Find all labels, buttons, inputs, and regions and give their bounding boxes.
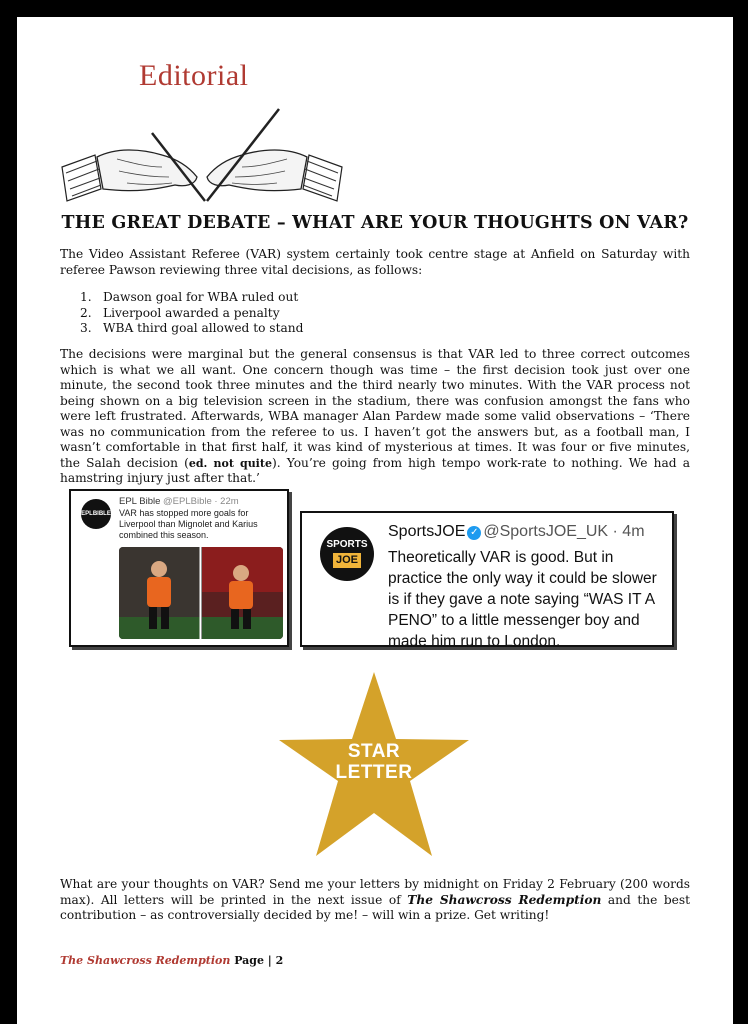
tweet-header: EPL Bible @EPLBible · 22m: [119, 496, 239, 507]
decisions-list: [80, 290, 303, 337]
goalkeeper-photo: [119, 547, 283, 639]
body-paragraph: The decisions were marginal but the general consensus is that VAR led to three correct outcomes which is what we all want. One concern though was time – the first decision took just over one minute, the second took three minutes and the third nearly two minutes. With the VAR process not being shown on a big television screen in the stadium, there was confusion amongst the fans who were left frustrated. Afterwards, WBA manager Alan Pardew made some valid observations – ‘There was no communication from the referee to us. I haven’t got the answers but, as a football man, I wasn’t comfortable in that first half, it was kind of mysterious at times. It was four or five minutes, the Salah decision (ed. not quite). You’re going from high tempo work-rate to nothing. We had a hamstring injury just after that.’: [60, 347, 690, 485]
headline: THE GREAT DEBATE – WHAT ARE YOUR THOUGHTS ON VAR?: [61, 213, 689, 233]
publication-name: The Shawcross Redemption: [407, 892, 602, 907]
closing-paragraph: What are your thoughts on VAR? Send me your letters by midnight on Friday 2 February (200 words max). All letters will be printed in the next issue of The Shawcross Redemption and the best contribution – as controversially decided by me! – will win a prize. Get writing!: [60, 877, 690, 922]
verified-badge-icon: ✓: [467, 526, 481, 540]
tweet-header: SportsJOE ✓ @SportsJOE_UK · 4m: [388, 523, 645, 540]
sportsjoe-logo: SPORTS JOE: [320, 527, 374, 581]
editor-note: ed. not quite: [188, 456, 272, 470]
avatar: EPLBIBLE: [81, 499, 111, 529]
tweet-text: VAR has stopped more goals for Liverpool than Mignolet and Karius combined this season.: [119, 508, 258, 540]
list-item: 2. Liverpool awarded a penalty: [80, 305, 280, 320]
tweet-epl-bible: [69, 489, 289, 647]
intro-paragraph: The Video Assistant Referee (VAR) system certainly took centre stage at Anfield on Saturday with referee Pawson reviewing three vital decisions, as follows:: [60, 247, 690, 277]
masthead-title: Editorial: [139, 59, 249, 92]
page: [17, 17, 733, 1024]
tweet-sportsjoe: [300, 511, 674, 650]
star-letter-label: STAR LETTER: [335, 741, 413, 783]
page-footer: The Shawcross Redemption Page | 2: [60, 954, 284, 967]
editorial-masthead: [57, 57, 347, 207]
list-item: 1. Dawson goal for WBA ruled out: [80, 290, 299, 304]
tweet-text: Theoretically VAR is good. But in practice the only way it could be slower is if they gave a note saying “WAS IT A PENO” to a little messenger boy and made him run to London.: [388, 549, 657, 650]
list-item: 3. WBA third goal allowed to stand: [80, 321, 304, 335]
writing-hands-illustration: [57, 97, 347, 207]
